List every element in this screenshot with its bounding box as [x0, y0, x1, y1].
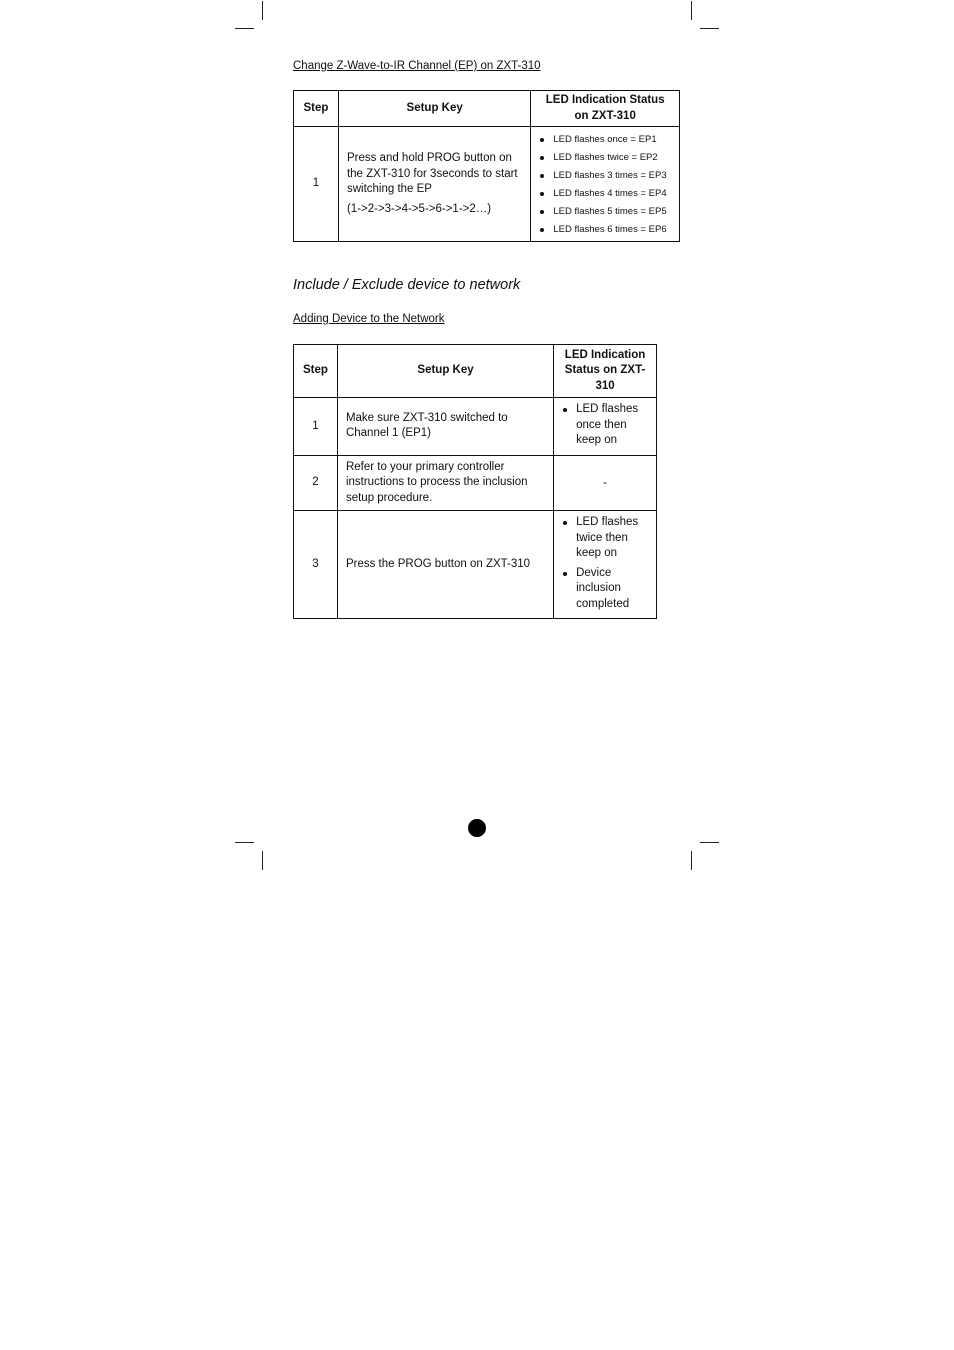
led-status-cell	[531, 127, 680, 242]
setup-key-cell	[338, 127, 530, 242]
column-header-setup-key: Setup Key	[338, 91, 530, 127]
list-item: Device inclusion completed	[560, 566, 650, 613]
led-status-cell: -	[554, 455, 657, 511]
column-header-led-status: LED Indication Status on ZXT-310	[554, 345, 657, 398]
crop-mark	[700, 28, 719, 29]
led-status-cell	[554, 511, 657, 619]
list-item: LED flashes once then keep on	[560, 402, 650, 449]
channel-change-heading: Change Z-Wave-to-IR Channel (EP) on ZXT-310	[293, 60, 541, 72]
list-item: LED flashes 3 times = EP3	[537, 167, 673, 185]
step-number: 1	[294, 398, 338, 456]
inclusion-table	[293, 344, 657, 619]
list-item: LED flashes 5 times = EP5	[537, 203, 673, 221]
column-header-step: Step	[294, 345, 338, 398]
crop-mark	[262, 851, 263, 870]
column-header-led-status: LED Indication Status on ZXT-310	[531, 91, 680, 127]
crop-mark	[235, 28, 254, 29]
step-number: 3	[294, 511, 338, 619]
table-row	[294, 127, 680, 242]
crop-mark	[235, 842, 254, 843]
crop-mark	[691, 1, 692, 20]
led-status-cell	[554, 398, 657, 456]
setup-key-cell: Press the PROG button on ZXT-310	[337, 511, 553, 619]
column-header-setup-key: Setup Key	[337, 345, 553, 398]
list-item: LED flashes twice then keep on	[560, 515, 650, 562]
setup-key-text: Press and hold PROG button on the ZXT-310 for 3seconds to start switching the EP	[346, 152, 518, 195]
section-title: Include / Exclude device to network	[293, 277, 521, 293]
table-row	[294, 455, 657, 511]
setup-key-cell: Refer to your primary controller instructions to process the inclusion setup procedure.	[337, 455, 553, 511]
step-number: 1	[294, 127, 339, 242]
table-row	[294, 511, 657, 619]
list-item: LED flashes 4 times = EP4	[537, 185, 673, 203]
setup-key-cell: Make sure ZXT-310 switched to Channel 1 (EP1)	[337, 398, 553, 456]
setup-key-sequence: (1->2->3->4->5->6->1->2…)	[346, 202, 492, 215]
crop-mark	[691, 851, 692, 870]
page-marker	[468, 819, 486, 837]
step-number: 2	[294, 455, 338, 511]
adding-device-heading: Adding Device to the Network	[293, 313, 445, 325]
channel-change-table	[293, 90, 680, 242]
crop-mark	[700, 842, 719, 843]
column-header-step: Step	[294, 91, 339, 127]
crop-mark	[262, 1, 263, 20]
list-item: LED flashes twice = EP2	[537, 149, 673, 167]
list-item: LED flashes 6 times = EP6	[537, 221, 673, 239]
list-item: LED flashes once = EP1	[537, 131, 673, 149]
table-row	[294, 398, 657, 456]
